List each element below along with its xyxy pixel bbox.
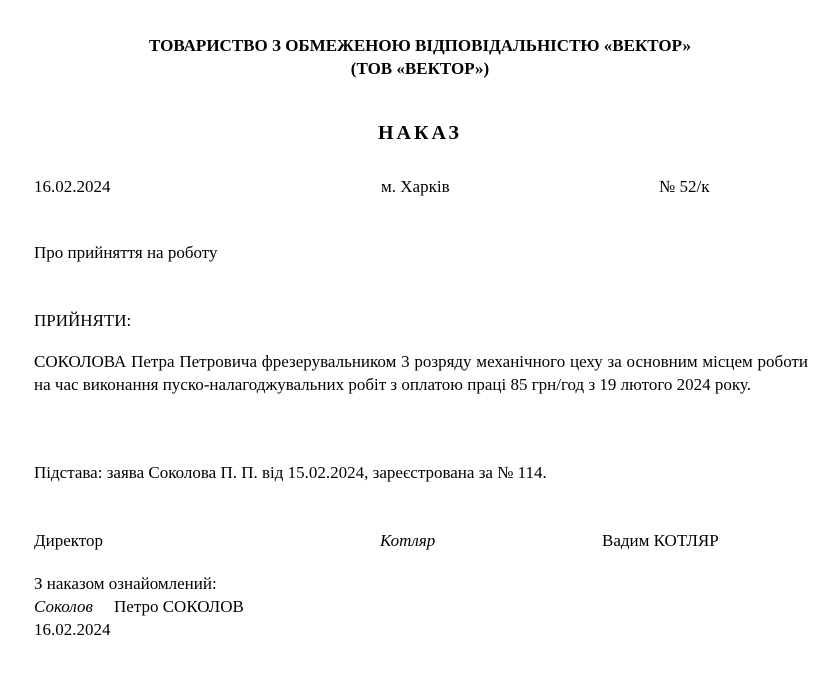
order-basis: Підстава: заява Соколова П. П. від 15.02.2024, зареєстрована за № 114. [34,463,547,482]
order-date: 16.02.2024 [34,177,111,196]
order-body: СОКОЛОВА Петра Петровича фрезерувальником 3 розряду механічного цеху за основним місцем роботи на час виконання пуско-налагоджувальних робіт з оплатою праці 85 грн/год з 19 лютого 2024 року. [34,352,808,394]
directive-heading: ПРИЙНЯТИ: [34,311,132,330]
director-position: Директор [34,531,103,550]
organization-full-name: ТОВАРИСТВО З ОБМЕЖЕНОЮ ВІДПОВІДАЛЬНІСТЮ «ВЕКТОР» [149,36,691,55]
order-city: м. Харків [381,177,450,196]
document-header [0,34,840,80]
document-title: НАКАЗ [377,122,462,144]
acknowledgement-date: 16.02.2024 [34,620,111,639]
acknowledgement-label: З наказом ознайомлений: [34,574,217,593]
order-number: № 52/к [659,177,710,196]
employee-signature: Соколов [34,597,93,616]
director-signature: Котляр [380,531,436,550]
order-subject: Про прийняття на роботу [34,243,218,262]
director-name: Вадим КОТЛЯР [602,531,719,550]
organization-short-name: (ТОВ «ВЕКТОР») [350,59,490,78]
employee-name: Петро СОКОЛОВ [114,597,244,616]
